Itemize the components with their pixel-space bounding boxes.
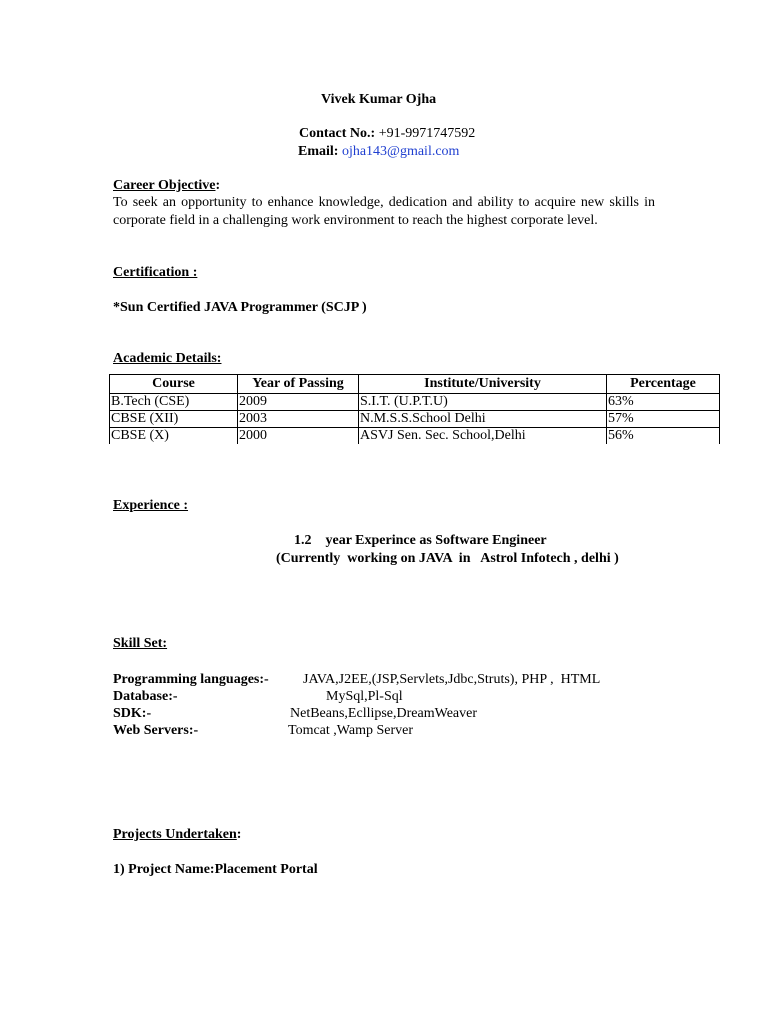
- col-header-institute: Institute/University: [359, 375, 607, 394]
- experience-line-1: 1.2 year Experince as Software Engineer: [294, 533, 547, 548]
- projects-heading: Projects Undertaken: [113, 827, 237, 842]
- email-line: [298, 144, 459, 160]
- skill-label-database: Database:-: [113, 689, 178, 704]
- table-row: [110, 411, 720, 428]
- objective-heading-wrap: [113, 178, 220, 194]
- contact-label: Contact No.:: [299, 126, 376, 141]
- contact-value: +91-9971747592: [378, 126, 476, 141]
- skill-value-webservers: Tomcat ,Wamp Server: [288, 723, 414, 738]
- email-label: Email:: [298, 144, 339, 159]
- cell-year: 2003: [238, 411, 359, 428]
- col-header-year: Year of Passing: [238, 375, 359, 394]
- cell-institute: S.I.T. (U.P.T.U): [359, 394, 607, 411]
- experience-line-2: (Currently working on JAVA in Astrol Infotech , delhi ): [276, 551, 619, 566]
- objective-text: To seek an opportunity to enhance knowledge, dedication and ability to acquire new skills in corporate field in a challenging work environment to reach the highest corporate level.: [113, 195, 655, 228]
- skill-label-webservers: Web Servers:-: [113, 723, 199, 738]
- skills-heading: Skill Set:: [113, 636, 168, 651]
- cell-course: CBSE (XII): [110, 411, 238, 428]
- cell-institute: N.M.S.S.School Delhi: [359, 411, 607, 428]
- email-link[interactable]: ojha143@gmail.com: [341, 144, 460, 159]
- table-header-row: [110, 375, 720, 394]
- cell-course: CBSE (X): [110, 428, 238, 445]
- cell-year: 2000: [238, 428, 359, 445]
- objective-heading: Career Objective: [113, 178, 216, 193]
- certification-heading: Certification :: [113, 265, 198, 280]
- certification-item: *Sun Certified JAVA Programmer (SCJP ): [113, 300, 367, 315]
- skill-value-database: MySql,Pl-Sql: [326, 689, 403, 704]
- objective-colon: :: [215, 178, 221, 193]
- col-header-course: Course: [110, 375, 238, 394]
- experience-heading: Experience :: [113, 498, 189, 513]
- table-row: [110, 428, 720, 445]
- cell-course: B.Tech (CSE): [110, 394, 238, 411]
- skill-label-sdk: SDK:-: [113, 706, 152, 721]
- skill-value-sdk: NetBeans,Ecllipse,DreamWeaver: [290, 706, 478, 721]
- projects-colon: :: [236, 827, 242, 842]
- skill-value-programming: JAVA,J2EE,(JSP,Servlets,Jdbc,Struts), PHP , HTML: [303, 672, 601, 687]
- cell-percentage: 56%: [607, 428, 720, 445]
- cell-institute: ASVJ Sen. Sec. School,Delhi: [359, 428, 607, 445]
- cell-year: 2009: [238, 394, 359, 411]
- academic-table: [109, 374, 720, 444]
- contact-line: [299, 126, 475, 142]
- cell-percentage: 63%: [607, 394, 720, 411]
- candidate-name: Vivek Kumar Ojha: [321, 92, 437, 107]
- academic-heading: Academic Details:: [113, 351, 222, 366]
- skill-label-programming: Programming languages:-: [113, 672, 269, 687]
- project-item-1: 1) Project Name:Placement Portal: [113, 862, 318, 877]
- cell-percentage: 57%: [607, 411, 720, 428]
- table-row: [110, 394, 720, 411]
- projects-heading-wrap: [113, 827, 241, 843]
- col-header-percentage: Percentage: [607, 375, 720, 394]
